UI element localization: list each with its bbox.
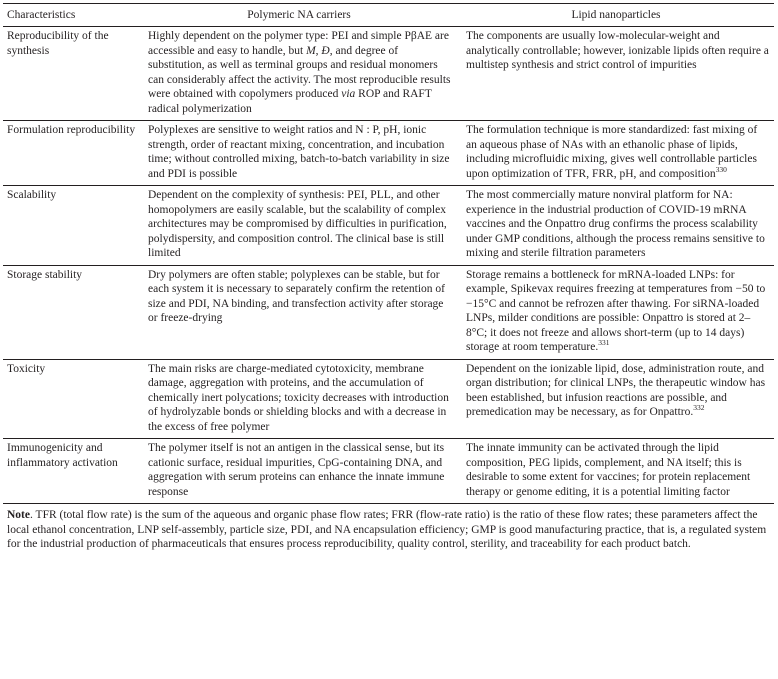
header-characteristics: Characteristics: [3, 4, 140, 27]
cell-text: via: [341, 88, 356, 100]
note-label: Note: [7, 509, 30, 521]
lipid-cell: [458, 186, 774, 266]
cell-text: Storage remains a bottleneck for mRNA-loaded LNPs: for example, Spikevax requires freezing at temperatures from −50 to −15°C and cannot be refrozen after thawing. For siRNA-loaded LNPs, milder conditions are possible: Onpattro is stored at 2–8°C; it does not freeze and allows short-term (up to 14 days) storage at room temperature.: [466, 268, 766, 353]
lipid-cell: [458, 439, 774, 504]
reference-superscript: 330: [715, 164, 727, 174]
cell-text: , and degree of substitution, as well as terminal groups and residual monomers can considerably affect the activity. The most reproducible results were obtained with copolymers produced: [148, 44, 451, 100]
cell-text: The polymer itself is not an antigen in the classical sense, but its cationic surface, residual impurities, CpG-containing DNA, and aggregation with serum proteins can enhance the innate immune response: [148, 442, 445, 498]
characteristic-cell: Formulation reproducibility: [3, 121, 140, 186]
characteristic-cell: Scalability: [3, 186, 140, 266]
polymeric-cell: [140, 265, 458, 359]
cell-text: The components are usually low-molecular-weight and analytically controllable; however, ionizable lipids often require a multistep synthesis and strict control of impurities: [466, 30, 769, 71]
cell-text: M: [306, 44, 316, 57]
lipid-cell: [458, 265, 774, 359]
polymeric-cell: [140, 439, 458, 504]
cell-text: Dry polymers are often stable; polyplexes can be stable, but for each system it is necessary to separately confirm the retention of size and PDI, NA binding, and transfection activity after storage or freeze-drying: [148, 268, 445, 324]
table-row: [3, 265, 774, 359]
lipid-cell: [458, 359, 774, 439]
comparison-table: [3, 3, 774, 504]
characteristic-cell: Reproducibility of the synthesis: [3, 27, 140, 121]
header-polymeric: Polymeric NA carriers: [140, 4, 458, 27]
cell-text: Polyplexes are sensitive to weight ratios and N : P, pH, ionic strength, order of reactant mixing, concentration, and incubation time; without controlled mixing, batch-to-batch variability in size and PDI is possible: [148, 124, 450, 180]
reference-superscript: 331: [598, 338, 610, 348]
table-row: [3, 121, 774, 186]
polymeric-cell: [140, 121, 458, 186]
cell-text: Đ: [321, 44, 330, 57]
cell-text: The most commercially mature nonviral platform for NA: experience in the industrial production of COVID-19 mRNA vaccines and the Onpattro drug confirms the process scalability under GMP conditions, although the process remains sensitive to mixing and sterile filtration parameters: [466, 189, 765, 259]
cell-text: Dependent on the ionizable lipid, dose, administration route, and organ distribution; for clinical LNPs, the therapeutic window has been established, but infusion reactions are possible, and premedication may be necessary, as for Onpattro.: [466, 362, 766, 418]
header-lipid: Lipid nanoparticles: [458, 4, 774, 27]
characteristic-cell: Toxicity: [3, 359, 140, 439]
characteristic-cell: Storage stability: [3, 265, 140, 359]
table-note: [3, 504, 774, 552]
comparison-table-container: [3, 3, 774, 552]
reference-superscript: 332: [693, 403, 705, 413]
cell-text: The formulation technique is more standardized: fast mixing of an aqueous phase of NAs with an ethanolic phase of lipids, including microfluidic mixing, gives well controllable particles upon optimization of TFR, FRR, pH, and composition: [466, 124, 758, 180]
cell-text: Highly dependent on the polymer type: PEI and simple PβAE are accessible and easy to handle, but: [148, 30, 449, 57]
cell-text: The main risks are charge-mediated cytotoxicity, membrane damage, aggregation with proteins, and the accumulation of chemically inert polycations; toxicity decreases with introduction of hydrolyzable bonds or shielding blocks and with a decrease in the excess of free polymer: [148, 362, 449, 433]
table-header-row: [3, 4, 774, 27]
table-row: [3, 439, 774, 504]
polymeric-cell: [140, 27, 458, 121]
table-row: [3, 27, 774, 121]
characteristic-cell: Immunogenicity and inflammatory activation: [3, 439, 140, 504]
cell-text: ROP and RAFT radical polymerization: [148, 88, 432, 115]
lipid-cell: [458, 121, 774, 186]
polymeric-cell: [140, 359, 458, 439]
polymeric-cell: [140, 186, 458, 266]
table-row: [3, 359, 774, 439]
note-text: . TFR (total flow rate) is the sum of the aqueous and organic phase flow rates; FRR (flow-rate ratio) is the ratio of these flow rates; these parameters affect the local ethanol concentration, LNP self-assembly, particle size, PDI, and NA encapsulation efficiency; GMP is good manufacturing practice, that is, a regulated system for the industrial production of pharmaceuticals that ensures process reproducibility, quality control, sterility, and traceability for each product batch.: [7, 509, 767, 550]
cell-text: The innate immunity can be activated through the lipid composition, PEG lipids, complement, and NA itself; this is desirable to some extent for vaccines; for protein replacement therapy or genome editing, it is a potential limiting factor: [466, 442, 751, 498]
table-row: [3, 186, 774, 266]
cell-text: Dependent on the complexity of synthesis: PEI, PLL, and other homopolymers are easily scalable, but the scalability of complex architectures may be compromised by difficulties in purification, polydispersity, and composition control. The clinical base is still limited: [148, 189, 447, 259]
lipid-cell: [458, 27, 774, 121]
cell-text: ,: [315, 44, 322, 57]
table-body: [3, 27, 774, 504]
